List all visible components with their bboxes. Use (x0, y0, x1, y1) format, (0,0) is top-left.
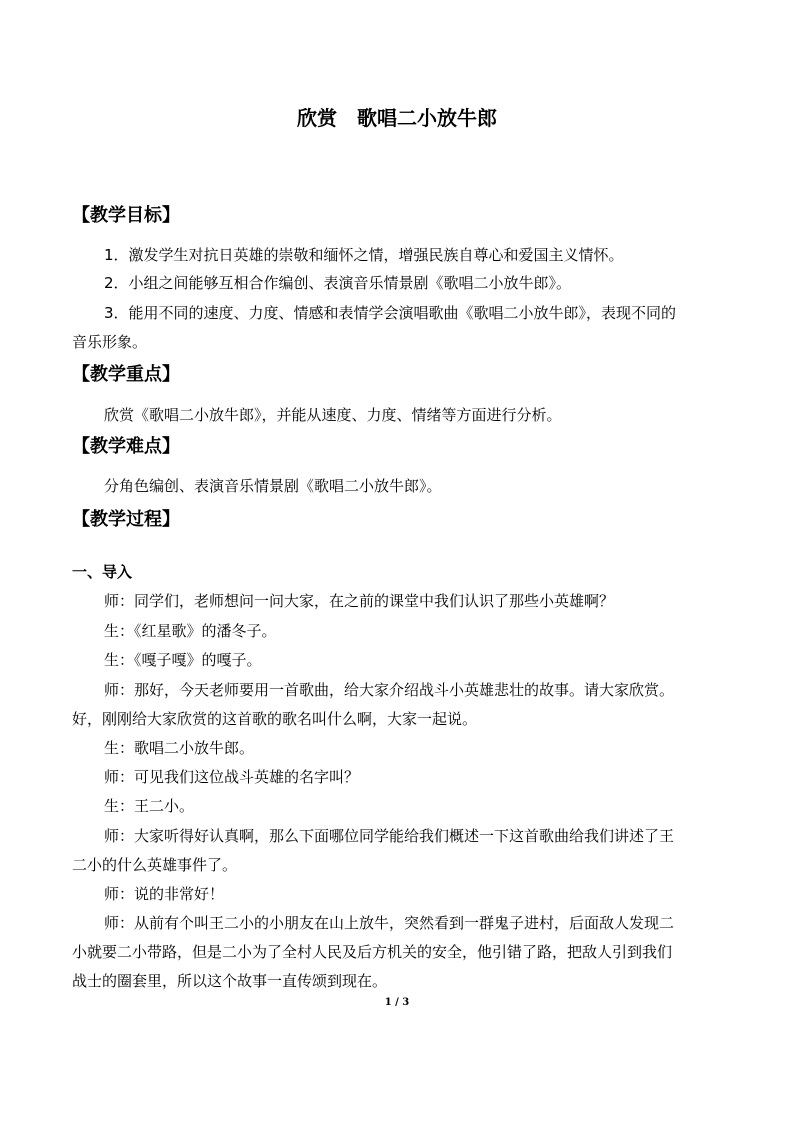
dialogue-line: 师：大家听得好认真啊，那么下面哪位同学能给我们概述一下这首歌曲给我们讲述了王 (104, 827, 675, 845)
dialogue-line: 生：《嘎子嘎》的嘎子。 (104, 651, 262, 669)
objective-item-2: 2．小组之间能够互相合作编创、表演音乐情景剧《歌唱二小放牛郎》。 (104, 274, 572, 292)
dialogue-line: 二小的什么英雄事件了。 (72, 856, 238, 874)
dialogue-line: 师：可见我们这位战斗英雄的名字叫？ (104, 768, 360, 786)
key-points-heading: 【教学重点】 (72, 364, 180, 385)
dialogue-line: 好，刚刚给大家欣赏的这首歌的歌名叫什么啊，大家一起说。 (72, 710, 478, 728)
dialogue-line: 生：《红星歌》的潘冬子。 (104, 622, 277, 640)
dialogue-line: 师：说的非常好！ (104, 885, 225, 903)
dialogue-line: 师：那好，今天老师要用一首歌曲，给大家介绍战斗小英雄悲壮的故事。请大家欣赏。 (104, 681, 675, 699)
objective-item-3: 3．能用不同的速度、力度、情感和表情学会演唱歌曲《歌唱二小放牛郎》，表现不同的 (104, 304, 677, 322)
objective-item-1: 1．激发学生对抗日英雄的崇敬和缅怀之情，增强民族自尊心和爱国主义情怀。 (104, 246, 624, 264)
dialogue-line: 师：从前有个叫王二小的小朋友在山上放牛，突然看到一群鬼子进村，后面敌人发现二 (104, 914, 675, 932)
objective-item-3-continued: 音乐形象。 (72, 333, 148, 351)
dialogue-line: 小就要二小带路，但是二小为了全村人民及后方机关的安全，他引错了路，把敌人引到我们 (72, 943, 673, 961)
difficulties-text: 分角色编创、表演音乐情景剧《歌唱二小放牛郎》。 (104, 477, 442, 495)
dialogue-line: 生：王二小。 (104, 797, 195, 815)
dialogue-line: 师：同学们，老师想问一问大家，在之前的课堂中我们认识了那些小英雄啊？ (104, 592, 615, 610)
key-points-text: 欣赏《歌唱二小放牛郎》，并能从速度、力度、情绪等方面进行分析。 (104, 406, 562, 424)
difficulties-heading: 【教学难点】 (72, 436, 180, 457)
page-number: 1 / 3 (384, 997, 410, 1008)
dialogue-line: 战士的圈套里，所以这个故事一直传颂到现在。 (72, 972, 388, 990)
objectives-heading: 【教学目标】 (72, 205, 180, 226)
process-subheading: 一、导入 (72, 563, 133, 581)
process-heading: 【教学过程】 (72, 509, 180, 530)
document-title: 欣赏 歌唱二小放牛郎 (297, 106, 497, 130)
dialogue-line: 生：歌唱二小放牛郎。 (104, 739, 255, 757)
